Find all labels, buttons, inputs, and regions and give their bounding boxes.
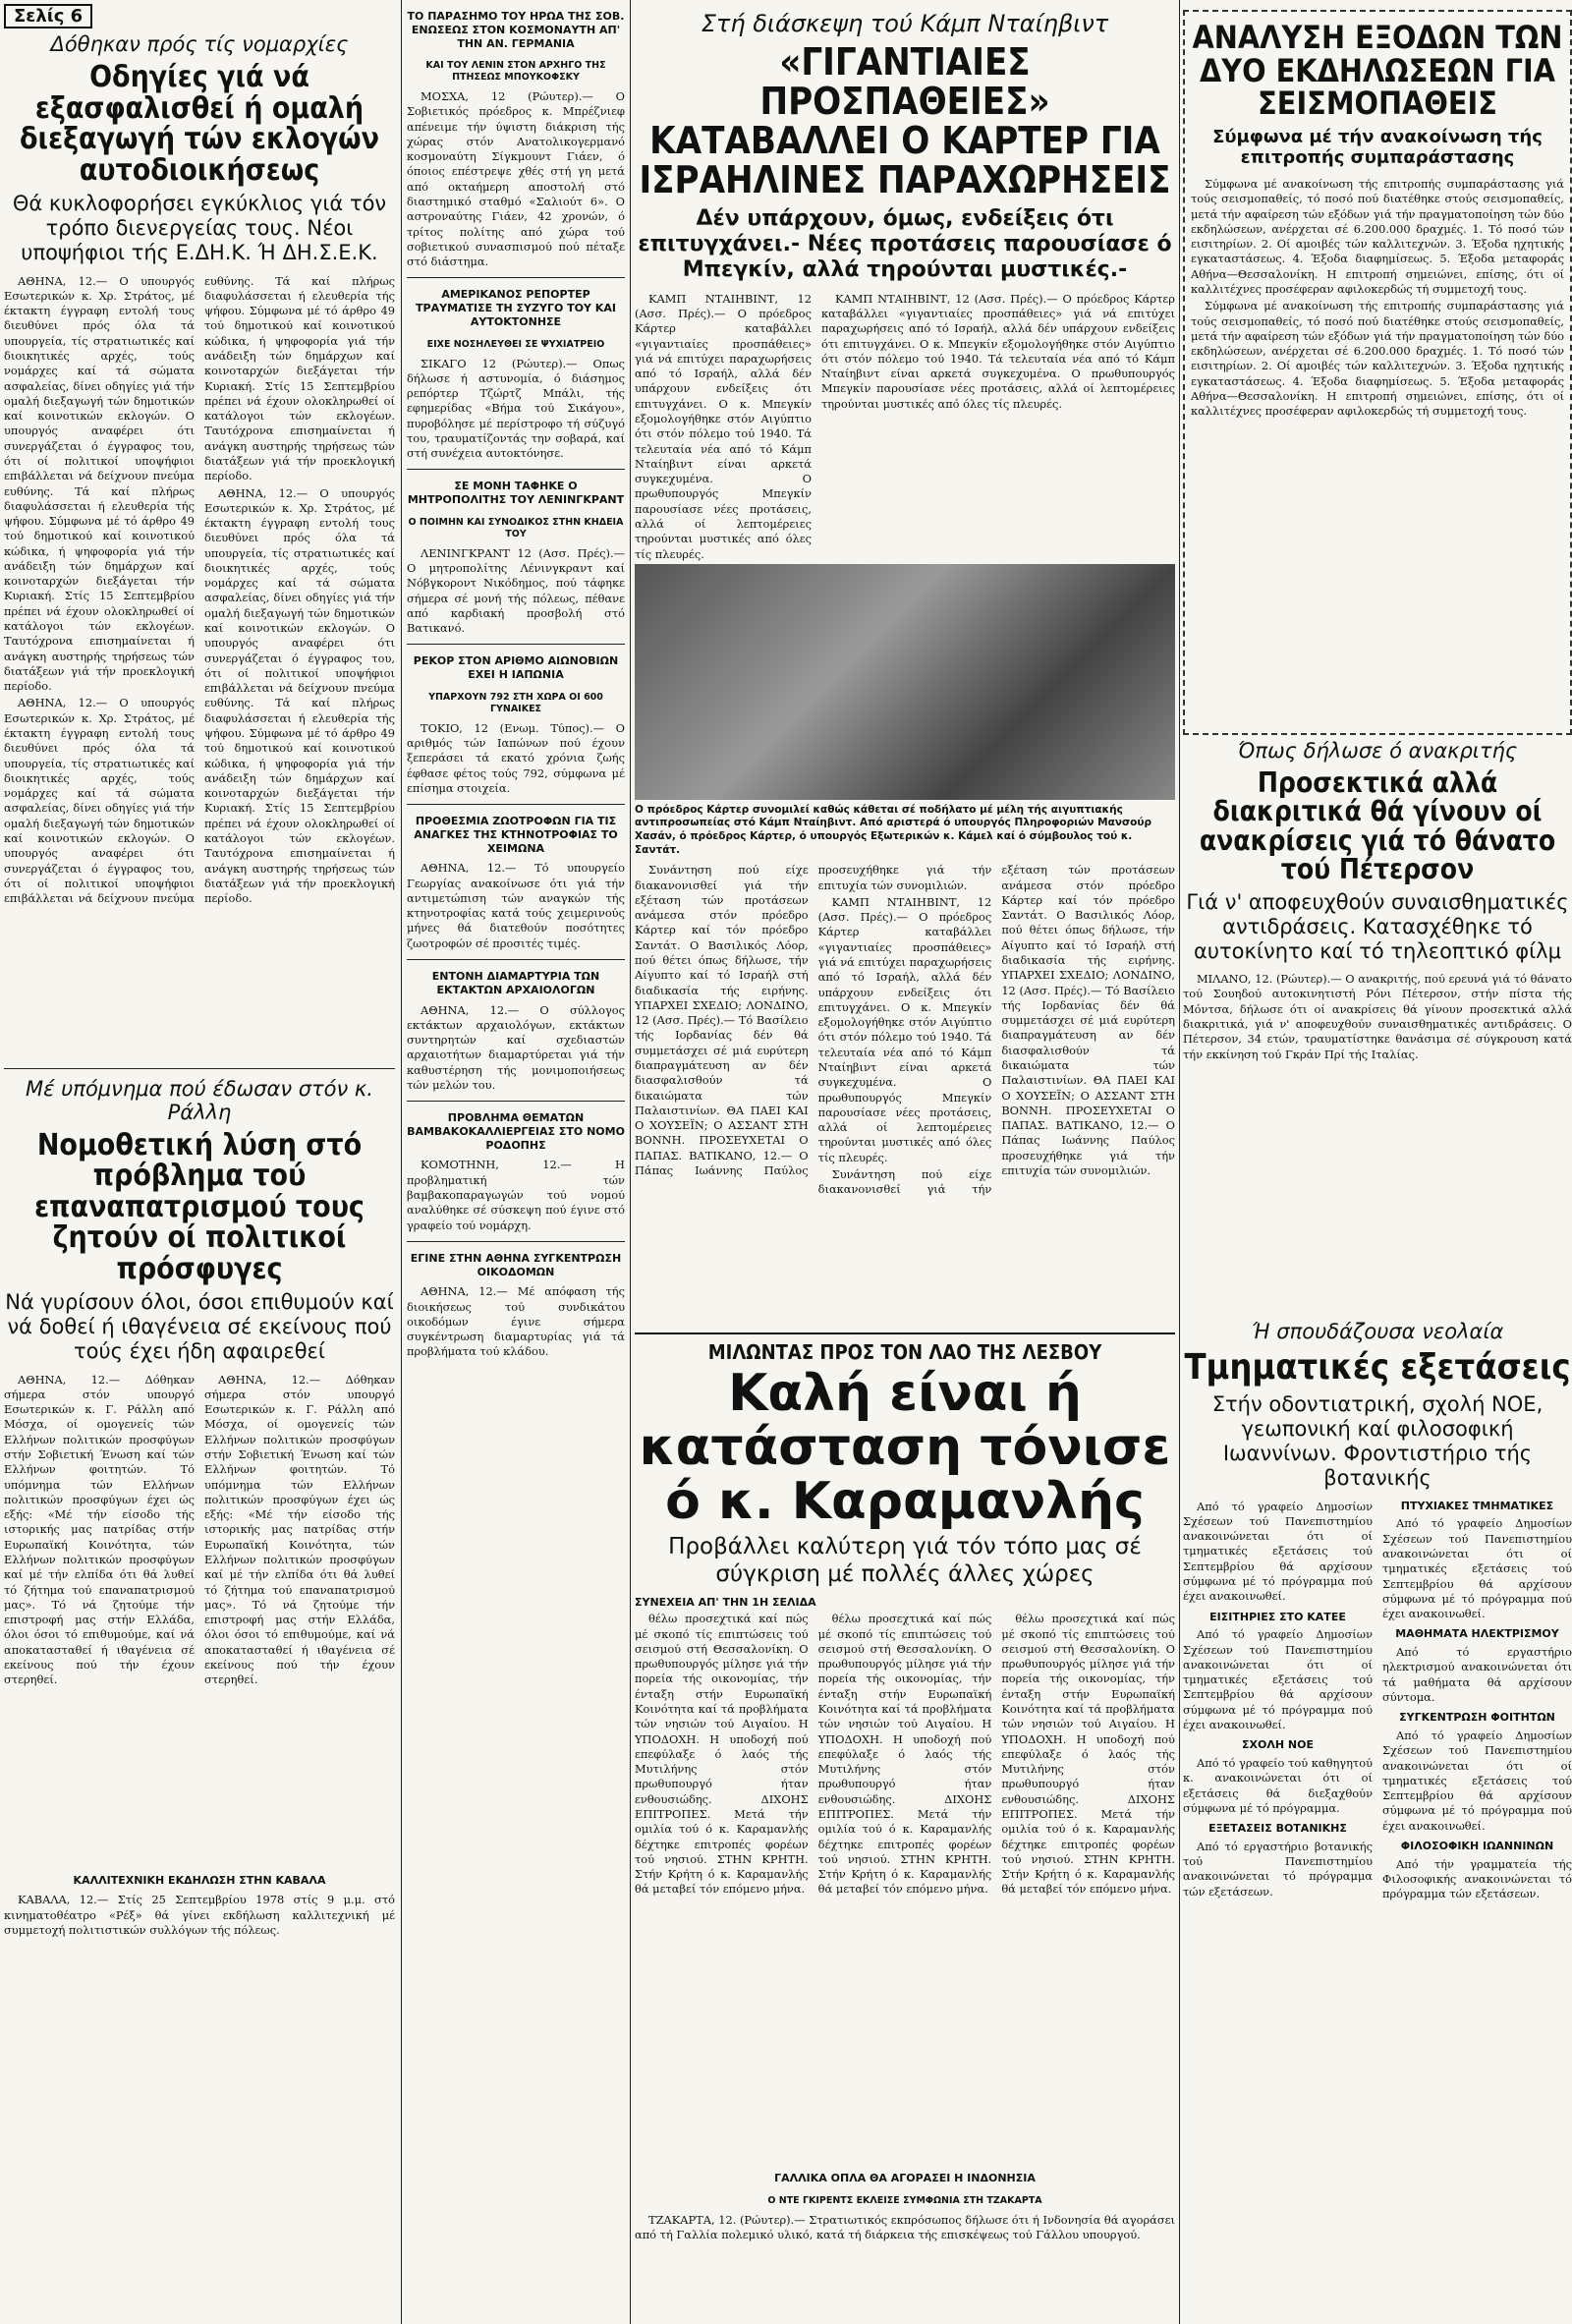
- article-body: ΛΕΝΙΝΓΚΡΑΝΤ 12 (Ασσ. Πρές).— Ο μητροπολίτης Λένινγκραντ καί Νόβγκοροντ Νικόδημος, πού τάφηκε σήμερα σέ μονή τής πόλεως, πέθανε από καρδιακή προσβολή στό Βατικανό.: [407, 545, 625, 636]
- article-deck: Γιά ν' αποφευχθούν συναισθηματικές αντιδράσεις. Κατασχέθηκε τό αυτοκίνητο καί τό τηλεοπτικό φίλμ: [1186, 889, 1569, 963]
- article-deck: Νά γυρίσουν όλοι, όσοι επιθυμούν καί νά δοθεί ή ιθαγένεια σέ εκείνους πού τούς έχει ήδη αφαιρεθεί: [5, 1290, 394, 1364]
- article-body: ΚΑΒΑΛΑ, 12.— Στίς 25 Σεπτεμβρίου 1978 στίς 9 μ.μ. στό κινηματοθέατρο «Ρέξ» θά γίνει εκδήλωση καλλιτεχνική μέ συμμετοχή πολιτιστικών συλλόγων τής πόλεως.: [4, 1893, 395, 1937]
- article-headline: Νομοθετική λύση στό πρόβλημα τού επαναπατρισμού τους ζητούν οί πολιτικοί πρόσφυγες: [34, 1127, 365, 1286]
- article-body: ΜΟΣΧΑ, 12 (Ρώυτερ).— Ο Σοβιετικός πρόεδρος κ. Μπρέζνιεφ απένειμε τήν ύψιστη διάκριση τής χώρας στόν Ανατολικογερμανό κοσμοναύτη Σίγκμουντ Γιάεν, ό όποιος επέστρεψε χθές στή γη μετά από οκταήμερη αποστολή στό διαστημικό σταθμό «Σαλιούτ 6». Ο αστροναύτης Γιάεν, 42 χρονών, ό τρίτος πολίτης από χώρα τού σοβιετικού συνασπισμού πού πέταξε στό διάστημα.: [407, 89, 625, 269]
- article-body: ΤΟΚΙΟ, 12 (Ενωμ. Τύπος).— Ο αριθμός τών Ιαπώνων πού έχουν ξεπεράσει τά εκατό χρόνια ζωής έφθασε φέτος τούς 792, σύμφωνα μέ επίσημα στοιχεία.: [407, 720, 625, 795]
- article-headline: ΣΕ ΜΟΝΗ ΤΑΦΗΚΕ Ο ΜΗΤΡΟΠΟΛΙΤΗΣ ΤΟΥ ΛΕΝΙΝΓΚΡΑΝΤ: [407, 480, 625, 507]
- section-subhead: ΕΞΕΤΑΣΕΙΣ ΒΟΤΑΝΙΚΗΣ: [1208, 1822, 1347, 1836]
- column-4: [1183, 10, 1572, 2319]
- article-headline: ΓΑΛΛΙΚΑ ΟΠΛΑ ΘΑ ΑΓΟΡΑΣΕΙ Η ΙΝΔΟΝΗΣΙΑ: [774, 2172, 1036, 2185]
- section-subhead: ΦΙΛΟΣΟΦΙΚΗ ΙΩΑΝΝΙΝΩΝ: [1400, 1839, 1554, 1852]
- column-2: [407, 10, 625, 2319]
- article-kicker: Μέ υπόμνημα πού έδωσαν στόν κ. Ράλλη: [26, 1076, 373, 1124]
- boxed-article: [1183, 10, 1572, 735]
- article-body: Από τό γραφείο Δημοσίων Σχέσεων τού Πανεπιστημίου ανακοινώνεται ότι οί τμηματικές εξετάσεις τού Σεπτεμβρίου θά αρχίσουν σύμφωνα μέ τό πρόγραμμα πού έχει ανακοινωθεί. ΕΙΣΙΤΗΡΙΕΣ ΣΤΟ ΚΑΤΕΕ Από τό γραφείο Δημοσίων Σχέσεων τού Πανεπιστημίου ανακοινώνεται ότι οί τμηματικές εξετάσεις τού Σεπτεμβρίου θά αρχίσουν σύμφωνα μέ τό πρόγραμμα πού έχει ανακοινωθεί. ΣΧΟΛΗ ΝΟΕ Από τό γραφείο τού καθηγητού κ. ανακοινώνεται ότι οί εξετάσεις θά διεξαχθούν σύμφωνα μέ τό πρόγραμμα. ΕΞΕΤΑΣΕΙΣ ΒΟΤΑΝΙΚΗΣ Από τό εργαστήριο βοτανικής τού Πανεπιστημίου ανακοινώνεται τό πρόγραμμα τών εξετάσεων. ΠΤΥΧΙΑΚΕΣ ΤΜΗΜΑΤΙΚΕΣ Από τό γραφείο Δημοσίων Σχέσεων τού Πανεπιστημίου ανακοινώνεται ότι οί τμηματικές εξετάσεις τού Σεπτεμβρίου θά αρχίσουν σύμφωνα μέ τό πρόγραμμα πού έχει ανακοινωθεί. ΜΑΘΗΜΑΤΑ ΗΛΕΚΤΡΙΣΜΟΥ Από τό εργαστήριο ηλεκτρισμού ανακοινώνεται ότι τά μαθήματα θά αρχίσουν σύντομα. ΣΥΓΚΕΝΤΡΩΣΗ ΦΟΙΤΗΤΩΝ Από τό γραφείο Δημοσίων Σχέσεων τού Πανεπιστημίου ανακοινώνεται ότι οί τμηματικές εξετάσεις τού Σεπτεμβρίου θά αρχίσουν σύμφωνα μέ τό πρόγραμμα πού έχει ανακοινωθεί. ΦΙΛΟΣΟΦΙΚΗ ΙΩΑΝΝΙΝΩΝ Από τήν γραμματεία τής Φιλοσοφικής ανακοινώνεται τό πρόγραμμα τών εξετάσεων.: [1183, 1499, 1572, 1901]
- column-3: [635, 10, 1175, 2319]
- article-headline: ΤΟ ΠΑΡΑΣΗΜΟ ΤΟΥ ΗΡΩΑ ΤΗΣ ΣΟΒ. ΕΝΩΣΕΩΣ ΣΤΟΝ ΚΟΣΜΟΝΑΥΤΗ ΑΠ' ΤΗΝ ΑΝ. ΓΕΡΜΑΝΙΑ: [407, 10, 625, 50]
- article-subhead: Ο ΠΟΙΜΗΝ ΚΑΙ ΣΥΝΟΔΙΚΟΣ ΣΤΗΝ ΚΗΔΕΙΑ ΤΟΥ: [408, 516, 624, 539]
- article-body: ΚΟΜΟΤΗΝΗ, 12.— Η προβληματική τών βαμβακοπαραγωγών τού νομού αναλύθηκε σέ σύσκεψη πού έγινε στό γραφείο τού νομάρχη.: [407, 1158, 625, 1232]
- article-headline: Καλή είναι ή κατάσταση τόνισε ό κ. Καραμανλής: [639, 1364, 1171, 1531]
- article-deck: Σύμφωνα μέ τήν ανακοίνωση τής επιτροπής συμπαράστασης: [1212, 126, 1543, 169]
- article-headline: Προσεκτικά αλλά διακριτικά θά γίνουν οί ανακρίσεις γιά τό θάνατο τού Πέτερσον: [1199, 765, 1556, 886]
- article-headline: Τμηματικές εξετάσεις: [1184, 1347, 1571, 1389]
- article-body: θέλω προσεχτικά καί πώς μέ σκοπό τίς επιπτώσεις τού σεισμού στή Θεσσαλονίκη. Ο πρωθυπουργός μίλησε γιά τήν πορεία τής οικονομίας, τήν ένταξη στήν Ευρωπαϊκή Κοινότητα καί τά προβλήματα τών νησιών τού Αιγαίου. Η ΥΠΟΔΟΧΗ. Η υποδοχή πού επεφύλαξε ό λαός τής Μυτιλήνης στόν πρωθυπουργό ήταν ενθουσιώδης. ΔΙΧΟΗΣ ΕΠΙΤΡΟΠΕΣ. Μετά τήν ομιλία τού ό κ. Καραμανλής δέχτηκε επιτροπές φορέων τού νησιού. ΣΤΗΝ ΚΡΗΤΗ. Στήν Κρήτη ό κ. Καραμανλής θά μεταβεί τόν επόμενο μήνα. θέλω προσεχτικά καί πώς μέ σκοπό τίς επιπτώσεις τού σεισμού στή Θεσσαλονίκη. Ο πρωθυπουργός μίλησε γιά τήν πορεία τής οικονομίας, τήν ένταξη στήν Ευρωπαϊκή Κοινότητα καί τά προβλήματα τών νησιών τού Αιγαίου. Η ΥΠΟΔΟΧΗ. Η υποδοχή πού επεφύλαξε ό λαός τής Μυτιλήνης στόν πρωθυπουργό ήταν ενθουσιώδης. ΔΙΧΟΗΣ ΕΠΙΤΡΟΠΕΣ. Μετά τήν ομιλία τού ό κ. Καραμανλής δέχτηκε επιτροπές φορέων τού νησιού. ΣΤΗΝ ΚΡΗΤΗ. Στήν Κρήτη ό κ. Καραμανλής θά μεταβεί τόν επόμενο μήνα. θέλω προσεχτικά καί πώς μέ σκοπό τίς επιπτώσεις τού σεισμού στή Θεσσαλονίκη. Ο πρωθυπουργός μίλησε γιά τήν πορεία τής οικονομίας, τήν ένταξη στήν Ευρωπαϊκή Κοινότητα καί τά προβλήματα τών νησιών τού Αιγαίου. Η ΥΠΟΔΟΧΗ. Η υποδοχή πού επεφύλαξε ό λαός τής Μυτιλήνης στόν πρωθυπουργό ήταν ενθουσιώδης. ΔΙΧΟΗΣ ΕΠΙΤΡΟΠΕΣ. Μετά τήν ομιλία τού ό κ. Καραμανλής δέχτηκε επιτροπές φορέων τού νησιού. ΣΤΗΝ ΚΡΗΤΗ. Στήν Κρήτη ό κ. Καραμανλής θά μεταβεί τόν επόμενο μήνα.: [635, 1612, 1175, 1897]
- article-subhead: ΣΥΝΕΧΕΙΑ ΑΠ' ΤΗΝ 1Η ΣΕΛΙΔΑ: [635, 1596, 816, 1610]
- section-subhead: ΣΥΓΚΕΝΤΡΩΣΗ ΦΟΙΤΗΤΩΝ: [1399, 1711, 1555, 1725]
- article-body: ΑΘΗΝΑ, 12.— Ο σύλλογος εκτάκτων αρχαιολόγων, εκτάκτων συντηρητών καί σχεδιαστών αρχαιοτήτων διαμαρτύρεται γιά τήν καθυστέρηση τής μονιμοποιήσεως τών μελών του.: [407, 1002, 625, 1092]
- article-body: ΜΙΛΑΝΟ, 12. (Ρώυτερ).— Ο ανακριτής, πού ερευνά γιά τό θάνατο τού Σουηδού αυτοκινητιστή Ρόνι Πέτερσον, στήν πίστα τής Μόντσα, δήλωσε ότι οί ανακρίσεις θά γίνουν προσεκτικά αλλά διακριτικά, γιά ν' αποφευχθούν συναισθηματικές αντιδράσεις. Ο Πέτερσον, 34 ετών, τραυματίστηκε θανάσιμα σέ σύγκρουση κατά τήν εκκίνηση τού Γκράν Πρί τής Ιταλίας.: [1183, 972, 1572, 1061]
- article-body: ΑΘΗΝΑ, 12.— Μέ απόφαση τής διοικήσεως τού συνδικάτου οικοδόμων έγινε σήμερα συγκέντρωση διαμαρτυρίας γιά τά προβλήματα τού κλάδου.: [407, 1284, 625, 1359]
- section-subhead: ΣΧΟΛΗ ΝΟΕ: [1242, 1738, 1314, 1752]
- article-kicker: Στή διάσκεψη τού Κάμπ Νταίηβιντ: [701, 10, 1109, 37]
- column-1: [4, 4, 395, 2319]
- article-subhead: ΚΑΙ ΤΟΥ ΛΕΝΙΝ ΣΤΟΝ ΑΡΧΗΓΟ ΤΗΣ ΠΤΗΣΕΩΣ ΜΠΟΥΚΟΦΣΚΥ: [425, 60, 606, 84]
- article-headline: ΕΝΤΟΝΗ ΔΙΑΜΑΡΤΥΡΙΑ ΤΩΝ ΕΚΤΑΚΤΩΝ ΑΡΧΑΙΟΛΟΓΩΝ: [431, 970, 600, 996]
- article-headline: ΕΓΙΝΕ ΣΤΗΝ ΑΘΗΝΑ ΣΥΓΚΕΝΤΡΩΣΗ ΟΙΚΟΔΟΜΩΝ: [410, 1251, 622, 1278]
- article-subhead: ΥΠΑΡΧΟΥΝ 792 ΣΤΗ ΧΩΡΑ ΟΙ 600 ΓΥΝΑΙΚΕΣ: [428, 691, 603, 714]
- article-body: ΑΘΗΝΑ, 12.— Τό υπουργείο Γεωργίας ανακοίνωσε ότι γιά τήν αντιμετώπιση τών αναγκών τής κτηνοτροφίας κατά τούς χειμερινούς μήνες θά διατεθούν ποσότητες ζωοτροφών σέ προσιτές τιμές.: [407, 861, 625, 950]
- article-kicker: Όπως δήλωσε ό ανακριτής: [1237, 738, 1518, 763]
- section-subhead: ΠΤΥΧΙΑΚΕΣ ΤΜΗΜΑΤΙΚΕΣ: [1400, 1499, 1554, 1512]
- article-body: ΣΙΚΑΓΟ 12 (Ρώυτερ).— Οπως δήλωσε ή αστυνομία, ό διάσημος ρεπόρτερ Τζώρτζ Μπάλι, τής εφημερίδας «Βήμα τού Σικάγου», πυροβόλησε μέ περίστροφο τή σύζυγό του, τραυματίζοντάς την σοβαρά, καί στή συνέχεια αυτοκτόνησε.: [407, 356, 625, 461]
- page-label: Σελίς 6: [4, 4, 395, 28]
- article-headline: ΠΡΟΘΕΣΜΙΑ ΖΩΟΤΡΟΦΩΝ ΓΙΑ ΤΙΣ ΑΝΑΓΚΕΣ ΤΗΣ ΚΤΗΝΟΤΡΟΦΙΑΣ ΤΟ ΧΕΙΜΩΝΑ: [414, 815, 618, 855]
- article-subhead: ΕΙΧΕ ΝΟΣΗΛΕΥΘΕΙ ΣΕ ΨΥΧΙΑΤΡΕΙΟ: [426, 338, 605, 350]
- article-subhead: Ο ΝΤΕ ΓΚΙΡΕΝΤΣ ΕΚΛΕΙΣΕ ΣΥΜΦΩΝΙΑ ΣΤΗ ΤΖΑΚΑΡΤΑ: [767, 2195, 1042, 2207]
- article-headline: ΠΡΟΒΛΗΜΑ ΘΕΜΑΤΩΝ ΒΑΜΒΑΚΟΚΑΛΛΙΕΡΓΕΙΑΣ ΣΤΟ ΝΟΜΟ ΡΟΔΟΠΗΣ: [407, 1111, 625, 1152]
- article-body: ΚΑΜΠ ΝΤΑΙΗΒΙΝΤ, 12 (Ασσ. Πρές).— Ο πρόεδρος Κάρτερ καταβάλλει «γιγαντιαίες προσπάθειες» γιά νά επιτύχει παραχωρήσεις από τό Ισραήλ, αλλά δέν υπάρχουν ενδείξεις ότι επιτυγχάνει. Ο κ. Μπεγκίν εξομολογήθηκε στόν Αιγύπτιο ότι στόν πόλεμο τού 1940. Τά τελευταία νέα από τό Κάμπ Νταίηβιντ είναι αρκετά συγκεχυμένα. Ο πρωθυπουργός Μπεγκίν παρουσίασε νέες προτάσεις, αλλά οί λεπτομέρειες τηρούνται μυστικές από όλες τίς πλευρές.: [635, 291, 812, 561]
- article-headline: Οδηγίες γιά νά εξασφαλισθεί ή ομαλή διεξαγωγή τών εκλογών αυτοδιοικήσεως: [20, 60, 379, 188]
- article-deck: Στήν οδοντιατρική, σχολή ΝΟΕ, γεωπονική καί φιλοσοφική Ιωαννίνων. Φροντιστήριο τής βοτανικής: [1211, 1391, 1544, 1491]
- article-headline: ΚΑΛΛΙΤΕΧΝΙΚΗ ΕΚΔΗΛΩΣΗ ΣΤΗΝ ΚΑΒΑΛΑ: [73, 1873, 326, 1887]
- article-body: ΚΑΜΠ ΝΤΑΙΗΒΙΝΤ, 12 (Ασσ. Πρές).— Ο πρόεδρος Κάρτερ καταβάλλει «γιγαντιαίες προσπάθειες» γιά νά επιτύχει παραχωρήσεις από τό Ισραήλ, αλλά δέν υπάρχουν ενδείξεις ότι επιτυγχάνει. Ο κ. Μπεγκίν εξομολογήθηκε στόν Αιγύπτιο ότι στόν πόλεμο τού 1940. Τά τελευταία νέα από τό Κάμπ Νταίηβιντ είναι αρκετά συγκεχυμένα. Ο πρωθυπουργός Μπεγκίν παρουσίασε νέες προτάσεις, αλλά οί λεπτομέρειες τηρούνται μυστικές από όλες τίς πλευρές.: [821, 291, 1175, 411]
- article-body: ΑΘΗΝΑ, 12.— Δόθηκαν σήμερα στόν υπουργό Εσωτερικών κ. Γ. Ράλλη από Μόσχα, οί ομογενείς τών Ελλήνων πολιτικών προσφύγων στήν Σοβιετική Ένωση καί τών Ελλήνων φοιτητών. Τό υπόμνημα τών Ελλήνων πολιτικών προσφύγων έχει ώς εξής: «Μέ τήν είσοδο τής ιστορικής μας πατρίδας στήν Ευρωπαϊκή Κοινότητα, τών Ελλήνων πολιτικών προσφύγων καί μέ τήν ελπίδα ότι θά λυθεί τό ζήτημα τού επαναπατρισμού μας». Τό νά ζητούμε τήν επιστροφή μας στήν Ελλάδα, όλοι όσοι τό επιθυμούμε, καί νά αποκατασταθεί ή ιθαγένεια σέ εκείνους πού τήν έχουν στερηθεί. ΑΘΗΝΑ, 12.— Δόθηκαν σήμερα στόν υπουργό Εσωτερικών κ. Γ. Ράλλη από Μόσχα, οί ομογενείς τών Ελλήνων πολιτικών προσφύγων στήν Σοβιετική Ένωση καί τών Ελλήνων φοιτητών. Τό υπόμνημα τών Ελλήνων πολιτικών προσφύγων έχει ώς εξής: «Μέ τήν είσοδο τής ιστορικής μας πατρίδας στήν Ευρωπαϊκή Κοινότητα, τών Ελλήνων πολιτικών προσφύγων καί μέ τήν ελπίδα ότι θά λυθεί τό ζήτημα τού επαναπατρισμού μας». Τό νά ζητούμε τήν επιστροφή μας στήν Ελλάδα, όλοι όσοι τό επιθυμούμε, καί νά αποκατασταθεί ή ιθαγένεια σέ εκείνους πού τήν έχουν στερηθεί.: [4, 1372, 395, 1687]
- section-subhead: ΜΑΘΗΜΑΤΑ ΗΛΕΚΤΡΙΣΜΟΥ: [1395, 1627, 1559, 1641]
- article-headline: ΡΕΚΟΡ ΣΤΟΝ ΑΡΙΘΜΟ ΑΙΩΝΟΒΙΩΝ ΕΧΕΙ Η ΙΑΠΩΝΙΑ: [413, 654, 619, 682]
- article-kicker: ΜΙΛΩΝΤΑΣ ΠΡΟΣ ΤΟΝ ΛΑΟ ΤΗΣ ΛΕΣΒΟΥ: [707, 1340, 1102, 1365]
- divider: [4, 1068, 395, 1069]
- article-body: Συνάντηση πού είχε διακανονισθεί γιά τήν εξέταση τών προτάσεων ανάμεσα στόν πρόεδρο Κάρτερ καί τόν πρόεδρο Σαντάτ. Ο Βασιλικός Λόορ, πού θέτει όπως δήλωσε, τήν Αίγυπτο καί τό Ισραήλ στή διαδικασία τής ειρήνης. ΥΠΑΡΧΕΙ ΣΧΕΔΙΟ; ΛΟΝΔΙΝΟ, 12 (Ασσ. Πρές).— Τό Βασίλειο τής Ιορδανίας δέν θά συμμετάσχει σέ μιά ευρύτερη διαπραγμάτευση αν δέν διασφαλισθούν τά δικαιώματα τών Παλαιστινίων. ΘΑ ΠΑΕΙ ΚΑΙ Ο ΧΟΥΣΕΪΝ; Ο ΑΣΣΑΝΤ ΣΤΗ ΒΟΝΝΗ. ΠΡΟΣΕΥΧΕΤΑΙ Ο ΠΑΠΑΣ. ΒΑΤΙΚΑΝΟ, 12.— Ο Πάπας Ιωάννης Παύλος προσευχήθηκε γιά τήν επιτυχία τών συνομιλιών. ΚΑΜΠ ΝΤΑΙΗΒΙΝΤ, 12 (Ασσ. Πρές).— Ο πρόεδρος Κάρτερ καταβάλλει «γιγαντιαίες προσπάθειες» γιά νά επιτύχει παραχωρήσεις από τό Ισραήλ, αλλά δέν υπάρχουν ενδείξεις ότι επιτυγχάνει. Ο κ. Μπεγκίν εξομολογήθηκε στόν Αιγύπτιο ότι στόν πόλεμο τού 1940. Τά τελευταία νέα από τό Κάμπ Νταίηβιντ είναι αρκετά συγκεχυμένα. Ο πρωθυπουργός Μπεγκίν παρουσίασε νέες προτάσεις, αλλά οί λεπτομέρειες τηρούνται μυστικές από όλες τίς πλευρές. Συνάντηση πού είχε διακανονισθεί γιά τήν εξέταση τών προτάσεων ανάμεσα στόν πρόεδρο Κάρτερ καί τόν πρόεδρο Σαντάτ. Ο Βασιλικός Λόορ, πού θέτει όπως δήλωσε, τήν Αίγυπτο καί τό Ισραήλ στή διαδικασία τής ειρήνης. ΥΠΑΡΧΕΙ ΣΧΕΔΙΟ; ΛΟΝΔΙΝΟ, 12 (Ασσ. Πρές).— Τό Βασίλειο τής Ιορδανίας δέν θά συμμετάσχει σέ μιά ευρύτερη διαπραγμάτευση αν δέν διασφαλισθούν τά δικαιώματα τών Παλαιστινίων. ΘΑ ΠΑΕΙ ΚΑΙ Ο ΧΟΥΣΕΪΝ; Ο ΑΣΣΑΝΤ ΣΤΗ ΒΟΝΝΗ. ΠΡΟΣΕΥΧΕΤΑΙ Ο ΠΑΠΑΣ. ΒΑΤΙΚΑΝΟ, 12.— Ο Πάπας Ιωάννης Παύλος προσευχήθηκε γιά τήν επιτυχία τών συνομιλιών.: [635, 863, 1175, 1197]
- section-subhead: ΕΙΣΙΤΗΡΙΕΣ ΣΤΟ ΚΑΤΕΕ: [1209, 1610, 1346, 1623]
- article-body: ΑΘΗΝΑ, 12.— Ο υπουργός Εσωτερικών κ. Χρ. Στράτος, μέ έκτακτη έγγραφη εντολή τους διευθύνει πρός όλα τά υπουργεία, τίς στρατιωτικές καί διοικητικές αρχές, τούς νομάρχες καί τά σώματα ασφαλείας, δίνει οδηγίες γιά τήν ομαλή διεξαγωγή τών δημοτικών καί κοινοτικών εκλογών. Ο υπουργός αναφέρει ότι συνεργάζεται ό έγγραφος του, ότι οί πολιτικοί υποψήφιοι επιβάλλεται νά δείχνουν πνεύμα ευθύνης. Τά καί πλήρως διαφυλάσσεται ή ελευθερία τής ψήφου. Σύμφωνα μέ τό άρθρο 49 τού δημοτικού καί κοινοτικού κώδικα, ή ψηφοφορία γιά τήν ανάδειξη τών δημάρχων καί κοινοταρχών διεξάγεται τήν Κυριακή. Στίς 15 Σεπτεμβρίου πρέπει νά έχουν ολοκληρωθεί οί κατάλογοι τών εκλογέων. Ταυτόχρονα επισημαίνεται ή ανάγκη αυστηρής τηρήσεως τών διατάξεων γιά τήν προεκλογική περίοδο. ΑΘΗΝΑ, 12.— Ο υπουργός Εσωτερικών κ. Χρ. Στράτος, μέ έκτακτη έγγραφη εντολή τους διευθύνει πρός όλα τά υπουργεία, τίς στρατιωτικές καί διοικητικές αρχές, τούς νομάρχες καί τά σώματα ασφαλείας, δίνει οδηγίες γιά τήν ομαλή διεξαγωγή τών δημοτικών καί κοινοτικών εκλογών. Ο υπουργός αναφέρει ότι συνεργάζεται ό έγγραφος του, ότι οί πολιτικοί υποψήφιοι επιβάλλεται νά δείχνουν πνεύμα ευθύνης. Τά καί πλήρως διαφυλάσσεται ή ελευθερία τής ψήφου. Σύμφωνα μέ τό άρθρο 49 τού δημοτικού καί κοινοτικού κώδικα, ή ψηφοφορία γιά τήν ανάδειξη τών δημάρχων καί κοινοταρχών διεξάγεται τήν Κυριακή. Στίς 15 Σεπτεμβρίου πρέπει νά έχουν ολοκληρωθεί οί κατάλογοι τών εκλογέων. Ταυτόχρονα επισημαίνεται ή ανάγκη αυστηρής τηρήσεως τών διατάξεων γιά τήν προεκλογική περίοδο. ΑΘΗΝΑ, 12.— Ο υπουργός Εσωτερικών κ. Χρ. Στράτος, μέ έκτακτη έγγραφη εντολή τους διευθύνει πρός όλα τά υπουργεία, τίς στρατιωτικές καί διοικητικές αρχές, τούς νομάρχες καί τά σώματα ασφαλείας, δίνει οδηγίες γιά τήν ομαλή διεξαγωγή τών δημοτικών καί κοινοτικών εκλογών. Ο υπουργός αναφέρει ότι συνεργάζεται ό έγγραφος του, ότι οί πολιτικοί υποψήφιοι επιβάλλεται νά δείχνουν πνεύμα ευθύνης. Τά καί πλήρως διαφυλάσσεται ή ελευθερία τής ψήφου. Σύμφωνα μέ τό άρθρο 49 τού δημοτικού καί κοινοτικού κώδικα, ή ψηφοφορία γιά τήν ανάδειξη τών δημάρχων καί κοινοταρχών διεξάγεται τήν Κυριακή. Στίς 15 Σεπτεμβρίου πρέπει νά έχουν ολοκληρωθεί οί κατάλογοι τών εκλογέων. Ταυτόχρονα επισημαίνεται ή ανάγκη αυστηρής τηρήσεως τών διατάξεων γιά τήν προεκλογική περίοδο.: [4, 273, 395, 906]
- article-headline: «ΓΙΓΑΝΤΙΑΙΕΣ ΠΡΟΣΠΑΘΕΙΕΣ» ΚΑΤΑΒΑΛΛΕΙ Ο ΚΑΡΤΕΡ ΓΙΑ ΙΣΡΑΗΛΙΝΕΣ ΠΑΡΑΧΩΡΗΣΕΙΣ: [639, 40, 1171, 201]
- article-headline: ΑΜΕΡΙΚΑΝΟΣ ΡΕΠΟΡΤΕΡ ΤΡΑΥΜΑΤΙΣΕ ΤΗ ΣΥΖΥΓΟ ΤΟΥ ΚΑΙ ΑΥΤΟΚΤΟΝΗΣΕ: [416, 288, 616, 328]
- photo-caption: Ο πρόεδρος Κάρτερ συνομιλεί καθώς κάθεται σέ ποδήλατο μέ μέλη τής αιγυπτιακής αντιπροσωπείας στό Κάμπ Νταίηβιντ. Από αριστερά ό υπουργός Πληροφοριών Μανσούρ Χασάν, ό πρόεδρος Κάρτερ, ό υπουργός Εξωτερικών κ. Κάμελ καί ό σύμβουλος τού κ. Σαντάτ.: [635, 803, 1151, 856]
- article-headline: ΑΝΑΛΥΣΗ ΕΞΟΔΩΝ ΤΩΝ ΔΥΟ ΕΚΔΗΛΩΣΕΩΝ ΓΙΑ ΣΕΙΣΜΟΠΑΘΕΙΣ: [1192, 19, 1563, 123]
- article-body: Σύμφωνα μέ ανακοίνωση τής επιτροπής συμπαράστασης γιά τούς σεισμοπαθείς, τό ποσό πού διατέθηκε στούς σεισμοπαθείς, μετά τήν αφαίρεση τών εξόδων γιά τήν πραγματοποίηση τών δύο εκδηλώσεων, ανέρχεται σέ 6.200.000 δραχμές. 1. Τό ποσό τών εισιτηρίων. 2. Οί αμοιβές τών καλλιτεχνών. 3. Έξοδα ηχητικής εγκαταστάσεως. 4. Έξοδα διαφημίσεως. 5. Έξοδα μεταφοράς Αθήνα—Θεσσαλονίκη. Η επιτροπή σημειώνει, επίσης, ότι οί καλλιτέχνες προσέφεραν αφιλοκερδώς τή συμμετοχή τους. Σύμφωνα μέ ανακοίνωση τής επιτροπής συμπαράστασης γιά τούς σεισμοπαθείς, τό ποσό πού διατέθηκε στούς σεισμοπαθείς, μετά τήν αφαίρεση τών εξόδων γιά τήν πραγματοποίηση τών δύο εκδηλώσεων, ανέρχεται σέ 6.200.000 δραχμές. 1. Τό ποσό τών εισιτηρίων. 2. Οί αμοιβές τών καλλιτεχνών. 3. Έξοδα ηχητικής εγκαταστάσεως. 4. Έξοδα διαφημίσεως. 5. Έξοδα μεταφοράς Αθήνα—Θεσσαλονίκη. Η επιτροπή σημειώνει, επίσης, ότι οί καλλιτέχνες προσέφεραν αφιλοκερδώς τή συμμετοχή τους.: [1191, 176, 1564, 419]
- article-deck: Προβάλλει καλύτερη γιά τόν τόπο μας σέ σύγκριση μέ πολλές άλλες χώρες: [668, 1534, 1142, 1587]
- news-photo: [635, 564, 1175, 800]
- article-kicker: Ή σπουδάζουσα νεολαία: [1251, 1320, 1504, 1344]
- article-deck: Θά κυκλοφορήσει εγκύκλιος γιά τόν τρόπο διενεργείας τους. Νέοι υποψήφιοι τής Ε.ΔΗ.Κ. Ή ΔΗ.Σ.Ε.Κ.: [12, 192, 387, 265]
- article-kicker: Δόθηκαν πρός τίς νομαρχίες: [50, 32, 349, 56]
- article-body: ΤΖΑΚΑΡΤΑ, 12. (Ρώυτερ).— Στρατιωτικός εκπρόσωπος δήλωσε ότι ή Ινδονησία θά αγοράσει από τή Γαλλία πολεμικό υλικό, κατά τή διάρκεια τής επισκέψεως τού Γάλλου υπουργού.: [635, 2212, 1175, 2242]
- article-deck: Δέν υπάρχουν, όμως, ενδείξεις ότι επιτυγχάνει.- Νέες προτάσεις παρουσίασε ό Μπεγκίν, αλλά τηρούνται μυστικές.-: [638, 205, 1172, 283]
